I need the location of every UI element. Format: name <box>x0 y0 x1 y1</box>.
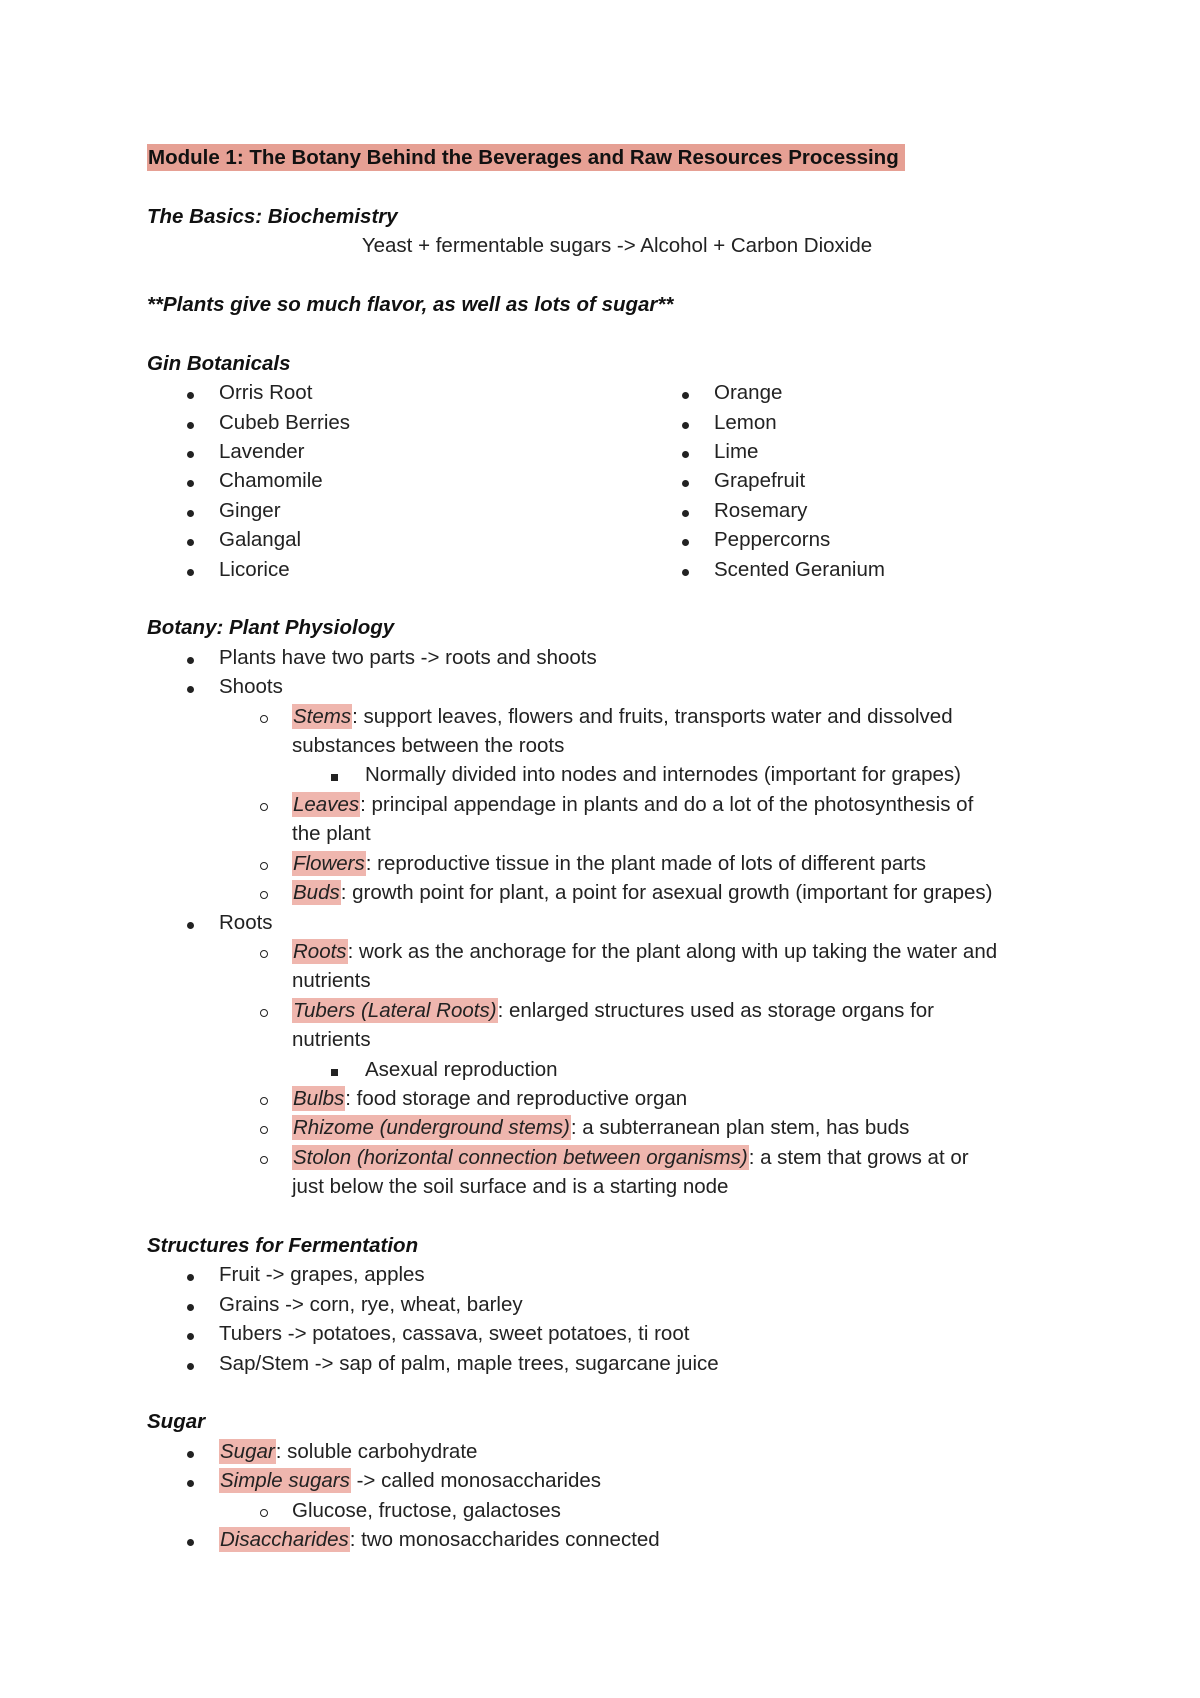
document-page <box>147 143 1077 1554</box>
list-item: Bulbs: food storage and reproductive organ <box>147 1084 1077 1113</box>
list-item: Rhizome (underground stems): a subterranean plan stem, has buds <box>147 1113 1077 1142</box>
list-item: Disaccharides: two monosaccharides connected <box>147 1525 1077 1554</box>
term-highlight: Roots <box>293 939 347 963</box>
list-item: Grapefruit <box>642 466 1077 495</box>
list-item: Roots <box>147 908 1077 937</box>
list-item: Sugar: soluble carbohydrate <box>147 1437 1077 1466</box>
physiology-heading: Botany: Plant Physiology <box>147 616 395 640</box>
term-highlight: Stems <box>293 704 352 728</box>
title-line <box>147 143 1077 172</box>
list-item: Stems: support leaves, flowers and fruits, transports water and dissolved <box>147 702 1077 731</box>
list-item-continuation: nutrients <box>292 1028 371 1052</box>
list-item: Galangal <box>147 525 642 554</box>
list-item: Leaves: principal appendage in plants and do a lot of the photosynthesis of <box>147 790 1077 819</box>
physiology-list <box>147 643 1077 1202</box>
gin-list-left <box>147 378 642 584</box>
list-item: Grains -> corn, rye, wheat, barley <box>147 1290 1077 1319</box>
gin-list-right <box>642 378 1077 584</box>
basics-heading: The Basics: Biochemistry <box>147 204 398 228</box>
term-highlight: Flowers <box>293 851 365 875</box>
list-item: Normally divided into nodes and internodes (important for grapes) <box>147 760 1077 789</box>
term-highlight: Tubers (Lateral Roots) <box>293 998 497 1022</box>
module-title: Module 1: The Botany Behind the Beverages and Raw Resources Processing <box>147 144 905 171</box>
list-item: Lavender <box>147 437 642 466</box>
plants-note: **Plants give so much flavor, as well as lots of sugar** <box>147 293 674 316</box>
list-item: Shoots <box>147 672 1077 701</box>
list-item: Plants have two parts -> roots and shoots <box>147 643 1077 672</box>
term-highlight: Disaccharides <box>220 1528 349 1551</box>
list-item-continuation: nutrients <box>292 969 371 993</box>
fermentation-list <box>147 1260 1077 1378</box>
sugar-heading: Sugar <box>147 1410 206 1434</box>
term-highlight: Rhizome (underground stems) <box>293 1116 570 1140</box>
list-item: Roots: work as the anchorage for the plant along with up taking the water and <box>147 937 1077 966</box>
list-item: Fruit -> grapes, apples <box>147 1260 1077 1289</box>
term-highlight: Simple sugars <box>220 1469 350 1493</box>
gin-heading: Gin Botanicals <box>147 351 291 375</box>
term-highlight: Leaves <box>293 792 360 816</box>
list-item-continuation: the plant <box>292 822 371 846</box>
sugar-list <box>147 1437 1077 1555</box>
list-item: Flowers: reproductive tissue in the plant made of lots of different parts <box>147 849 1077 878</box>
basics-equation: Yeast + fermentable sugars -> Alcohol + Carbon Dioxide <box>361 234 873 258</box>
list-item: Buds: growth point for plant, a point for asexual growth (important for grapes) <box>147 878 1077 907</box>
term-highlight: Bulbs <box>293 1086 345 1110</box>
list-item: Peppercorns <box>642 525 1077 554</box>
list-item: Chamomile <box>147 466 642 495</box>
term-highlight: Stolon (horizontal connection between organisms) <box>293 1145 748 1169</box>
list-item: Asexual reproduction <box>147 1055 1077 1084</box>
list-item-continuation: substances between the roots <box>292 734 565 758</box>
list-item: Tubers -> potatoes, cassava, sweet potatoes, ti root <box>147 1319 1077 1348</box>
list-item: Lime <box>642 437 1077 466</box>
list-item: Ginger <box>147 496 642 525</box>
term-highlight: Sugar <box>220 1439 275 1463</box>
list-item: Rosemary <box>642 496 1077 525</box>
list-item: Simple sugars -> called monosaccharides <box>147 1466 1077 1495</box>
fermentation-heading: Structures for Fermentation <box>147 1233 419 1257</box>
term-highlight: Buds <box>293 881 340 905</box>
gin-columns <box>147 378 1077 584</box>
list-item: Tubers (Lateral Roots): enlarged structures used as storage organs for <box>147 996 1077 1025</box>
list-item: Orange <box>642 378 1077 407</box>
list-item: Stolon (horizontal connection between organisms): a stem that grows at or <box>147 1143 1077 1172</box>
list-item: Orris Root <box>147 378 642 407</box>
list-item: Licorice <box>147 555 642 584</box>
list-item-continuation: just below the soil surface and is a starting node <box>292 1175 729 1199</box>
list-item: Glucose, fructose, galactoses <box>147 1496 1077 1525</box>
list-item: Sap/Stem -> sap of palm, maple trees, sugarcane juice <box>147 1349 1077 1378</box>
list-item: Lemon <box>642 408 1077 437</box>
list-item: Scented Geranium <box>642 555 1077 584</box>
list-item: Cubeb Berries <box>147 408 642 437</box>
